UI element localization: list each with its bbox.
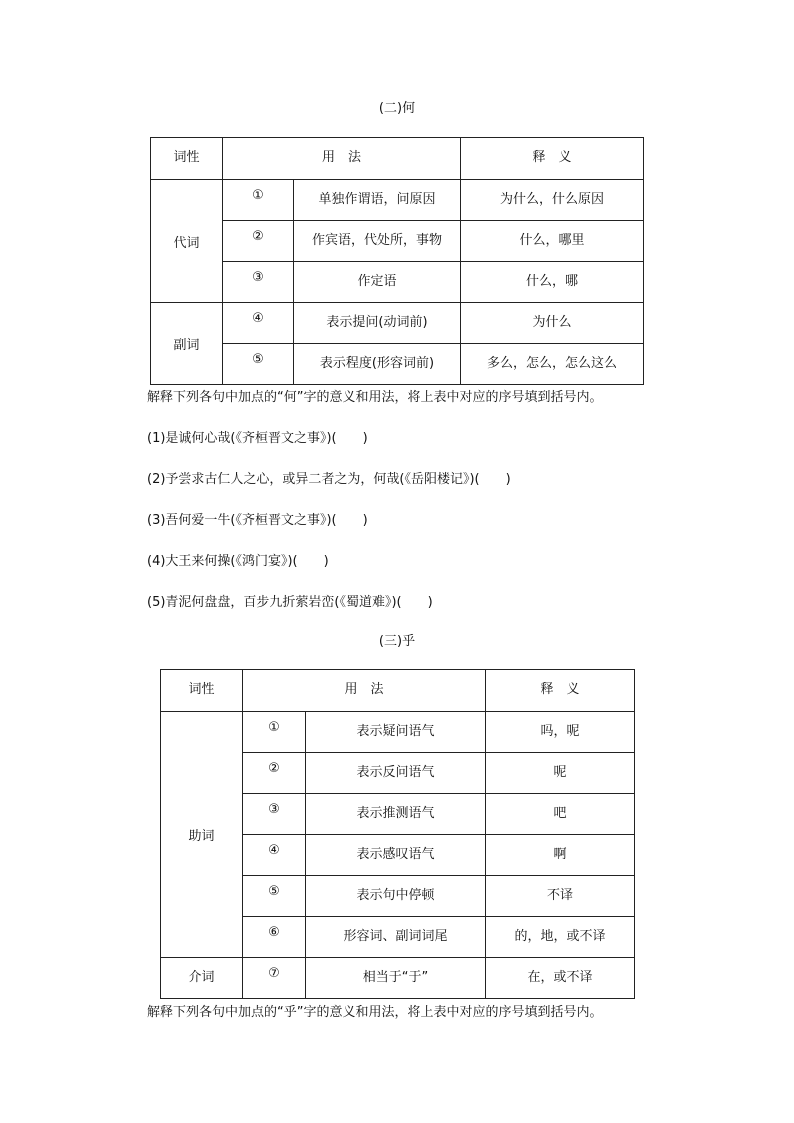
table-row (151, 344, 644, 385)
question-2: (2)予尝求古仁人之心，或异二者之为，何哉(《岳阳楼记》)( ) (147, 472, 511, 487)
num-cell: ③ (223, 262, 294, 303)
table-row (151, 221, 644, 262)
table-row (161, 712, 635, 753)
usage-table-hu (160, 669, 635, 999)
table-header-row (161, 670, 635, 712)
header-pos: 词性 (161, 670, 243, 712)
pos-cell: 副词 (151, 303, 223, 385)
meaning-cell: 啊 (486, 835, 635, 876)
meaning-cell: 吧 (486, 794, 635, 835)
usage-cell: 表示句中停顿 (306, 876, 486, 917)
instruction-hu: 解释下列各句中加点的“乎”字的意义和用法，将上表中对应的序号填到括号内。 (147, 1005, 603, 1020)
header-meaning: 释 义 (486, 670, 635, 712)
header-meaning: 释 义 (461, 138, 644, 180)
usage-cell: 单独作谓语，问原因 (294, 180, 461, 221)
usage-cell: 表示疑问语气 (306, 712, 486, 753)
pos-cell: 代词 (151, 180, 223, 303)
meaning-cell: 的，地，或不译 (486, 917, 635, 958)
table-row (151, 303, 644, 344)
meaning-cell: 不译 (486, 876, 635, 917)
question-3: (3)吾何爱一牛(《齐桓晋文之事》)( ) (147, 513, 368, 528)
usage-cell: 作宾语，代处所，事物 (294, 221, 461, 262)
usage-cell: 表示提问(动词前) (294, 303, 461, 344)
table-row (151, 262, 644, 303)
header-usage: 用 法 (223, 138, 461, 180)
usage-cell: 表示推测语气 (306, 794, 486, 835)
table-row (151, 180, 644, 221)
usage-table-he (150, 137, 644, 385)
num-cell: ⑤ (243, 876, 306, 917)
usage-cell: 表示感叹语气 (306, 835, 486, 876)
section-title-hu: (三)乎 (378, 634, 416, 649)
num-cell: ① (243, 712, 306, 753)
num-cell: ④ (243, 835, 306, 876)
num-cell: ③ (243, 794, 306, 835)
meaning-cell: 为什么 (461, 303, 644, 344)
usage-cell: 作定语 (294, 262, 461, 303)
question-4: (4)大王来何操(《鸿门宴》)( ) (147, 554, 329, 569)
header-pos: 词性 (151, 138, 223, 180)
num-cell: ⑥ (243, 917, 306, 958)
meaning-cell: 什么，哪里 (461, 221, 644, 262)
header-usage: 用 法 (243, 670, 486, 712)
question-1: (1)是诚何心哉(《齐桓晋文之事》)( ) (147, 431, 368, 446)
instruction-he: 解释下列各句中加点的“何”字的意义和用法，将上表中对应的序号填到括号内。 (147, 390, 603, 405)
usage-cell: 表示反问语气 (306, 753, 486, 794)
pos-cell: 助词 (161, 712, 243, 958)
question-5: (5)青泥何盘盘，百步九折萦岩峦(《蜀道难》)( ) (147, 595, 433, 610)
table-row (161, 958, 635, 999)
num-cell: ① (223, 180, 294, 221)
usage-cell: 表示程度(形容词前) (294, 344, 461, 385)
num-cell: ② (223, 221, 294, 262)
section-title-he: (二)何 (378, 101, 416, 116)
meaning-cell: 吗，呢 (486, 712, 635, 753)
meaning-cell: 在，或不译 (486, 958, 635, 999)
usage-cell: 相当于“于” (306, 958, 486, 999)
num-cell: ⑦ (243, 958, 306, 999)
usage-cell: 形容词、副词词尾 (306, 917, 486, 958)
table-header-row (151, 138, 644, 180)
meaning-cell: 呢 (486, 753, 635, 794)
meaning-cell: 什么，哪 (461, 262, 644, 303)
meaning-cell: 为什么，什么原因 (461, 180, 644, 221)
num-cell: ⑤ (223, 344, 294, 385)
meaning-cell: 多么，怎么，怎么这么 (461, 344, 644, 385)
num-cell: ④ (223, 303, 294, 344)
num-cell: ② (243, 753, 306, 794)
pos-cell: 介词 (161, 958, 243, 999)
